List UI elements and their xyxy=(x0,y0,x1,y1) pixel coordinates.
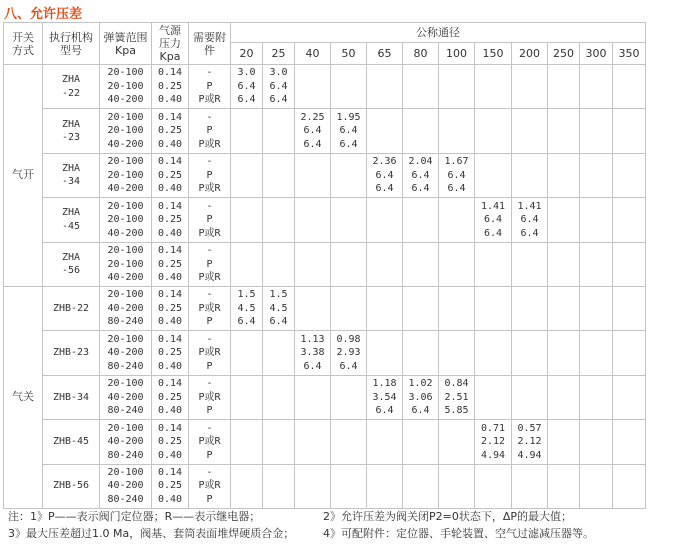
spring-range-cell: 20-100 40-200 80-240 xyxy=(100,286,152,330)
note-1: 注：1》P——表示阀门定位器；R——表示继电器； xyxy=(8,510,261,523)
value-cell-dn150 xyxy=(475,286,512,330)
value-cell-dn200 xyxy=(512,242,548,286)
value-cell-dn25 xyxy=(263,153,295,197)
header-diameter-250: 250 xyxy=(548,43,580,65)
value-cell-dn20 xyxy=(231,375,263,419)
value-cell-dn100 xyxy=(439,286,475,330)
table-row xyxy=(4,65,646,109)
value-cell-dn150 xyxy=(475,331,512,375)
air-pressure-cell: 0.14 0.25 0.40 xyxy=(152,109,189,153)
spring-range-cell: 20-100 40-200 80-240 xyxy=(100,464,152,508)
spring-range-cell: 20-100 40-200 80-240 xyxy=(100,375,152,419)
value-cell-dn65: 1.18 3.54 6.4 xyxy=(367,375,403,419)
header-air-pressure-text: 气源压力 Kpa xyxy=(159,24,181,63)
section-title: 八、允许压差 xyxy=(4,7,83,22)
value-cell-dn80 xyxy=(403,464,439,508)
notes xyxy=(8,508,678,542)
value-cell-dn250 xyxy=(548,286,580,330)
value-cell-dn300 xyxy=(580,65,613,109)
value-cell-dn300 xyxy=(580,375,613,419)
value-cell-dn65 xyxy=(367,242,403,286)
switch-mode-cell: 气关 xyxy=(4,286,43,508)
value-cell-dn350 xyxy=(613,65,646,109)
spring-range-cell: 20-100 20-100 40-200 xyxy=(100,153,152,197)
header-actuator-model xyxy=(43,23,100,65)
value-cell-dn25 xyxy=(263,109,295,153)
value-cell-dn50 xyxy=(331,286,367,330)
model-cell: ZHB-23 xyxy=(43,331,100,375)
value-cell-dn100 xyxy=(439,420,475,464)
value-cell-dn200 xyxy=(512,331,548,375)
header-diameter-150: 150 xyxy=(475,43,512,65)
value-cell-dn250 xyxy=(548,375,580,419)
value-cell-dn200 xyxy=(512,153,548,197)
value-cell-dn100 xyxy=(439,198,475,242)
accessory-cell: - P P或R xyxy=(189,198,231,242)
header-diameter-80: 80 xyxy=(403,43,439,65)
value-cell-dn80 xyxy=(403,420,439,464)
header-spring-range: 弹簧范围 Kpa xyxy=(100,23,152,65)
value-cell-dn80: 1.02 3.06 6.4 xyxy=(403,375,439,419)
table-row xyxy=(4,198,646,242)
value-cell-dn20: 3.0 6.4 6.4 xyxy=(231,65,263,109)
value-cell-dn300 xyxy=(580,109,613,153)
table-row xyxy=(4,286,646,330)
header-diameter-300: 300 xyxy=(580,43,613,65)
value-cell-dn20 xyxy=(231,153,263,197)
value-cell-dn300 xyxy=(580,153,613,197)
value-cell-dn200: 1.41 6.4 6.4 xyxy=(512,198,548,242)
pressure-table-wrap xyxy=(3,22,646,509)
value-cell-dn100 xyxy=(439,65,475,109)
value-cell-dn65 xyxy=(367,464,403,508)
value-cell-dn25 xyxy=(263,198,295,242)
spring-range-cell: 20-100 20-100 40-200 xyxy=(100,242,152,286)
value-cell-dn50: 0.98 2.93 6.4 xyxy=(331,331,367,375)
accessory-cell: - P或R P xyxy=(189,420,231,464)
value-cell-dn40 xyxy=(295,375,331,419)
model-cell: ZHA -56 xyxy=(43,242,100,286)
air-pressure-cell: 0.14 0.25 0.40 xyxy=(152,198,189,242)
model-cell: ZHB-22 xyxy=(43,286,100,330)
value-cell-dn50 xyxy=(331,198,367,242)
accessory-cell: - P或R P xyxy=(189,464,231,508)
value-cell-dn20 xyxy=(231,464,263,508)
header-accessory xyxy=(189,23,231,65)
value-cell-dn350 xyxy=(613,464,646,508)
value-cell-dn300 xyxy=(580,242,613,286)
value-cell-dn25 xyxy=(263,331,295,375)
value-cell-dn100 xyxy=(439,464,475,508)
header-diameter-200: 200 xyxy=(512,43,548,65)
value-cell-dn50 xyxy=(331,65,367,109)
accessory-cell: - P P或R xyxy=(189,65,231,109)
value-cell-dn200 xyxy=(512,464,548,508)
value-cell-dn250 xyxy=(548,65,580,109)
value-cell-dn200 xyxy=(512,286,548,330)
header-diameter-20: 20 xyxy=(231,43,263,65)
value-cell-dn40 xyxy=(295,286,331,330)
value-cell-dn250 xyxy=(548,198,580,242)
table-row xyxy=(4,109,646,153)
value-cell-dn150 xyxy=(475,242,512,286)
model-cell: ZHB-34 xyxy=(43,375,100,419)
note-4: 4》可配附件：定位器、手轮装置、空气过滤减压器等。 xyxy=(323,527,594,540)
model-cell: ZHA -45 xyxy=(43,198,100,242)
table-row xyxy=(4,420,646,464)
value-cell-dn300 xyxy=(580,286,613,330)
value-cell-dn80: 2.04 6.4 6.4 xyxy=(403,153,439,197)
table-row xyxy=(4,242,646,286)
value-cell-dn150: 1.41 6.4 6.4 xyxy=(475,198,512,242)
air-pressure-cell: 0.14 0.25 0.40 xyxy=(152,153,189,197)
header-switch-mode xyxy=(4,23,43,65)
spring-range-cell: 20-100 40-200 80-240 xyxy=(100,420,152,464)
header-accessory-text: 需要附件 xyxy=(193,30,226,57)
value-cell-dn350 xyxy=(613,198,646,242)
air-pressure-cell: 0.14 0.25 0.40 xyxy=(152,420,189,464)
value-cell-dn65: 2.36 6.4 6.4 xyxy=(367,153,403,197)
value-cell-dn20 xyxy=(231,109,263,153)
value-cell-dn300 xyxy=(580,464,613,508)
value-cell-dn20 xyxy=(231,331,263,375)
value-cell-dn350 xyxy=(613,109,646,153)
value-cell-dn80 xyxy=(403,198,439,242)
air-pressure-cell: 0.14 0.25 0.40 xyxy=(152,286,189,330)
value-cell-dn50 xyxy=(331,464,367,508)
value-cell-dn150: 0.71 2.12 4.94 xyxy=(475,420,512,464)
value-cell-dn100 xyxy=(439,109,475,153)
value-cell-dn200 xyxy=(512,375,548,419)
value-cell-dn350 xyxy=(613,375,646,419)
value-cell-dn150 xyxy=(475,153,512,197)
value-cell-dn25 xyxy=(263,464,295,508)
value-cell-dn200 xyxy=(512,65,548,109)
table-body xyxy=(4,65,646,509)
value-cell-dn300 xyxy=(580,331,613,375)
value-cell-dn25 xyxy=(263,375,295,419)
air-pressure-cell: 0.14 0.25 0.40 xyxy=(152,65,189,109)
value-cell-dn50 xyxy=(331,153,367,197)
value-cell-dn80 xyxy=(403,65,439,109)
header-diameter-25: 25 xyxy=(263,43,295,65)
header-diameter-100: 100 xyxy=(439,43,475,65)
air-pressure-cell: 0.14 0.25 0.40 xyxy=(152,331,189,375)
value-cell-dn80 xyxy=(403,109,439,153)
accessory-cell: - P或R P xyxy=(189,375,231,419)
table-row xyxy=(4,375,646,419)
value-cell-dn40 xyxy=(295,65,331,109)
value-cell-dn150 xyxy=(475,65,512,109)
note-2: 2》允许压差为阀关闭P2=0状态下，ΔP的最大值； xyxy=(323,510,573,523)
accessory-cell: - P P或R xyxy=(189,153,231,197)
spring-range-cell: 20-100 20-100 40-200 xyxy=(100,65,152,109)
value-cell-dn40 xyxy=(295,153,331,197)
model-cell: ZHA -22 xyxy=(43,65,100,109)
header-actuator-model-text: 执行机构型号 xyxy=(49,30,93,57)
header-diameter-350: 350 xyxy=(613,43,646,65)
value-cell-dn350 xyxy=(613,242,646,286)
value-cell-dn100: 1.67 6.4 6.4 xyxy=(439,153,475,197)
value-cell-dn40: 2.25 6.4 6.4 xyxy=(295,109,331,153)
value-cell-dn20 xyxy=(231,198,263,242)
accessory-cell: - P或R P xyxy=(189,331,231,375)
value-cell-dn40 xyxy=(295,464,331,508)
notes-row-2 xyxy=(8,525,678,542)
table-row xyxy=(4,331,646,375)
value-cell-dn80 xyxy=(403,286,439,330)
value-cell-dn300 xyxy=(580,420,613,464)
accessory-cell: - P P或R xyxy=(189,109,231,153)
value-cell-dn25 xyxy=(263,420,295,464)
model-cell: ZHB-56 xyxy=(43,464,100,508)
value-cell-dn350 xyxy=(613,420,646,464)
pressure-differential-table xyxy=(3,22,646,509)
value-cell-dn20 xyxy=(231,242,263,286)
value-cell-dn50 xyxy=(331,420,367,464)
spring-range-cell: 20-100 40-200 80-240 xyxy=(100,331,152,375)
value-cell-dn40: 1.13 3.38 6.4 xyxy=(295,331,331,375)
table-row xyxy=(4,464,646,508)
air-pressure-cell: 0.14 0.25 0.40 xyxy=(152,375,189,419)
value-cell-dn150 xyxy=(475,464,512,508)
value-cell-dn80 xyxy=(403,242,439,286)
value-cell-dn40 xyxy=(295,242,331,286)
value-cell-dn80 xyxy=(403,331,439,375)
value-cell-dn65 xyxy=(367,198,403,242)
value-cell-dn250 xyxy=(548,153,580,197)
value-cell-dn50 xyxy=(331,242,367,286)
value-cell-dn100 xyxy=(439,331,475,375)
value-cell-dn250 xyxy=(548,331,580,375)
switch-mode-cell: 气开 xyxy=(4,65,43,287)
value-cell-dn200: 0.57 2.12 4.94 xyxy=(512,420,548,464)
header-diameter-40: 40 xyxy=(295,43,331,65)
model-cell: ZHA -23 xyxy=(43,109,100,153)
value-cell-dn250 xyxy=(548,420,580,464)
model-cell: ZHB-45 xyxy=(43,420,100,464)
accessory-cell: - P或R P xyxy=(189,286,231,330)
value-cell-dn25: 3.0 6.4 6.4 xyxy=(263,65,295,109)
value-cell-dn350 xyxy=(613,153,646,197)
note-3: 3》最大压差超过1.0 Ma，阀基、套筒表面堆焊硬质合金； xyxy=(8,527,295,540)
value-cell-dn100: 0.84 2.51 5.85 xyxy=(439,375,475,419)
value-cell-dn300 xyxy=(580,198,613,242)
value-cell-dn65 xyxy=(367,331,403,375)
value-cell-dn50: 1.95 6.4 6.4 xyxy=(331,109,367,153)
value-cell-dn65 xyxy=(367,65,403,109)
value-cell-dn50 xyxy=(331,375,367,419)
spring-range-cell: 20-100 20-100 40-200 xyxy=(100,198,152,242)
value-cell-dn350 xyxy=(613,331,646,375)
header-nominal-diameter: 公称通径 xyxy=(231,23,646,43)
value-cell-dn250 xyxy=(548,464,580,508)
value-cell-dn150 xyxy=(475,375,512,419)
value-cell-dn65 xyxy=(367,286,403,330)
spring-range-cell: 20-100 20-100 40-200 xyxy=(100,109,152,153)
value-cell-dn150 xyxy=(475,109,512,153)
value-cell-dn65 xyxy=(367,109,403,153)
value-cell-dn250 xyxy=(548,242,580,286)
value-cell-dn350 xyxy=(613,286,646,330)
value-cell-dn250 xyxy=(548,109,580,153)
air-pressure-cell: 0.14 0.25 0.40 xyxy=(152,242,189,286)
value-cell-dn65 xyxy=(367,420,403,464)
value-cell-dn200 xyxy=(512,109,548,153)
value-cell-dn25: 1.5 4.5 6.4 xyxy=(263,286,295,330)
value-cell-dn40 xyxy=(295,420,331,464)
table-row xyxy=(4,153,646,197)
accessory-cell: - P P或R xyxy=(189,242,231,286)
value-cell-dn40 xyxy=(295,198,331,242)
model-cell: ZHA -34 xyxy=(43,153,100,197)
header-air-pressure xyxy=(152,23,189,65)
header-switch-mode-text: 开关方式 xyxy=(12,30,34,57)
air-pressure-cell: 0.14 0.25 0.40 xyxy=(152,464,189,508)
value-cell-dn20: 1.5 4.5 6.4 xyxy=(231,286,263,330)
value-cell-dn20 xyxy=(231,420,263,464)
header-diameter-50: 50 xyxy=(331,43,367,65)
value-cell-dn25 xyxy=(263,242,295,286)
value-cell-dn100 xyxy=(439,242,475,286)
header-diameter-65: 65 xyxy=(367,43,403,65)
notes-row-1 xyxy=(8,508,678,525)
